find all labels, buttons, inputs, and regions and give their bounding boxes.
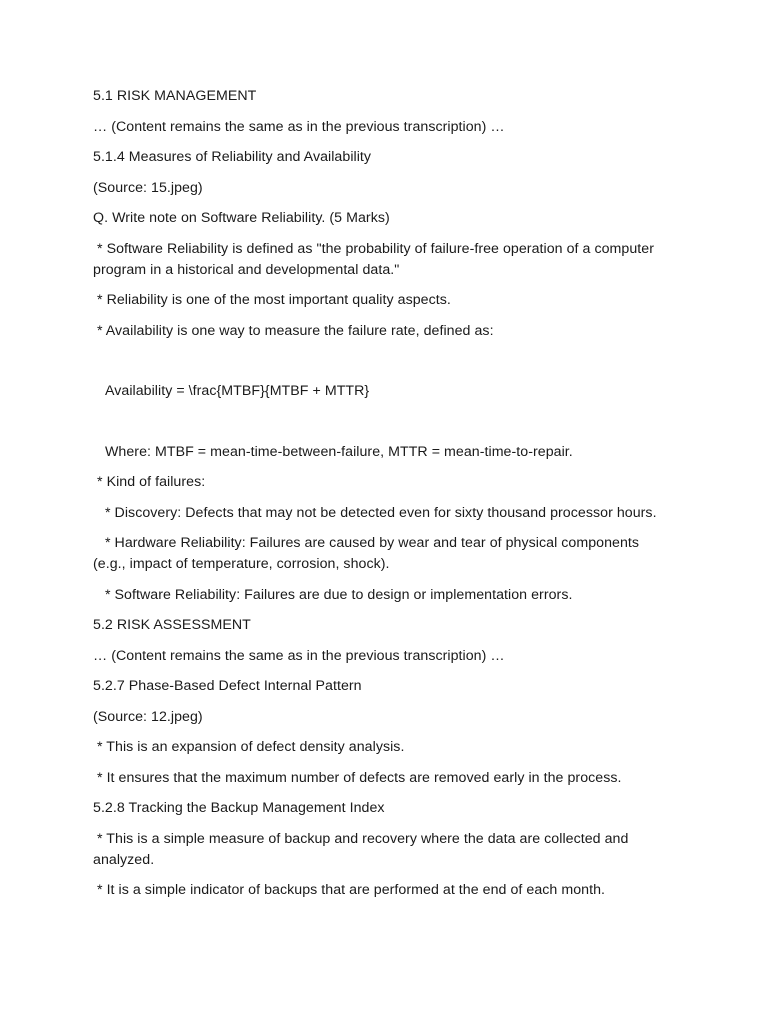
section-heading: 5.2 RISK ASSESSMENT	[93, 617, 251, 633]
source-note: (Source: 15.jpeg)	[93, 179, 203, 196]
subsection-heading: 5.2.7 Phase-Based Defect Internal Pattern	[93, 678, 362, 694]
bullet-item: * It is a simple indicator of backups that are performed at the end of each month.	[93, 882, 606, 898]
source-note: (Source: 12.jpeg)	[93, 708, 203, 725]
bullet-item: * Kind of failures:	[93, 474, 206, 490]
sub-bullet-item: * Hardware Reliability: Failures are caused by wear and tear of physical components (e.g., impact of temperature, corrosion, shock).	[93, 535, 644, 572]
subsection-heading: 5.2.8 Tracking the Backup Management Index	[93, 800, 385, 816]
formula-definitions: Where: MTBF = mean-time-between-failure, MTTR = mean-time-to-repair.	[93, 443, 573, 460]
section-heading: 5.1 RISK MANAGEMENT	[93, 88, 257, 104]
bullet-item: * Availability is one way to measure the failure rate, defined as:	[93, 322, 494, 339]
formula-line: Availability = \frac{MTBF}{MTBF + MTTR}	[93, 383, 370, 399]
spacer	[93, 351, 673, 381]
bullet-item: * It ensures that the maximum number of defects are removed early in the process.	[93, 769, 622, 786]
bullet-item: * Software Reliability is defined as "the probability of failure-free operation of a computer program in a historical and developmental data."	[93, 240, 658, 278]
bullet-item: * This is a simple measure of backup and recovery where the data are collected and analyzed.	[93, 830, 633, 868]
sub-bullet-item: * Discovery: Defects that may not be detected even for sixty thousand processor hours.	[93, 504, 657, 521]
bullet-item: * Reliability is one of the most important quality aspects.	[93, 292, 451, 308]
document-body	[93, 86, 673, 911]
sub-bullet-item: * Software Reliability: Failures are due to design or implementation errors.	[93, 586, 573, 603]
placeholder-note: … (Content remains the same as in the previous transcription) …	[93, 118, 505, 135]
spacer	[93, 412, 673, 442]
subsection-heading: 5.1.4 Measures of Reliability and Availability	[93, 149, 372, 165]
question-text: Q. Write note on Software Reliability. (5 Marks)	[93, 210, 390, 226]
bullet-item: * This is an expansion of defect density analysis.	[93, 739, 405, 755]
placeholder-note: … (Content remains the same as in the previous transcription) …	[93, 647, 505, 664]
